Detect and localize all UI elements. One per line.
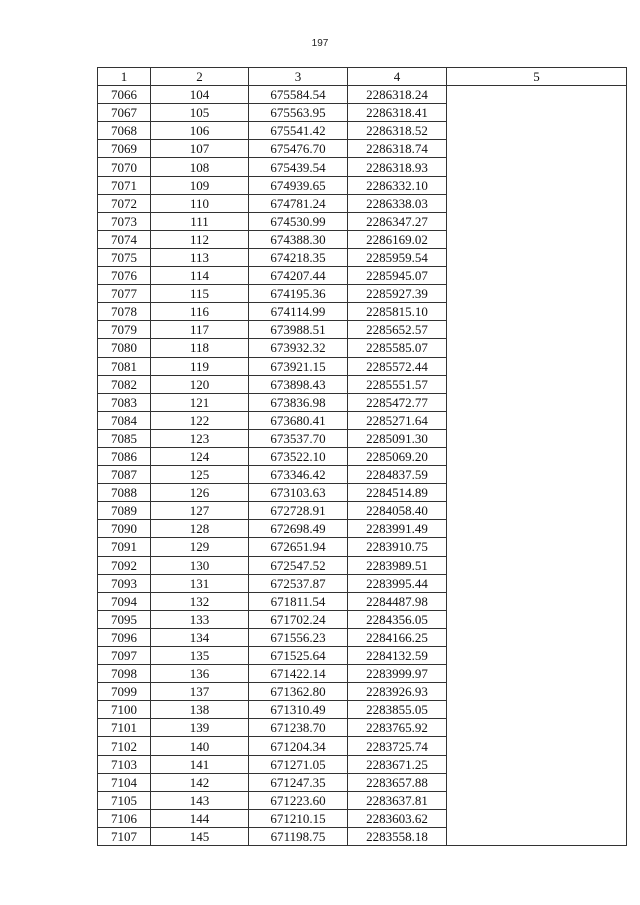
table-cell-col1: 7088 [98,484,151,502]
table-cell-col1: 7089 [98,502,151,520]
table-cell-col3: 671422.14 [249,665,348,683]
table-cell-col1: 7086 [98,447,151,465]
table-cell-col4: 2284166.25 [348,628,447,646]
table-cell-col4: 2283671.25 [348,755,447,773]
table-cell-col1: 7074 [98,230,151,248]
table-cell-col2: 106 [151,122,249,140]
table-cell-col3: 673522.10 [249,447,348,465]
table-cell-col4: 2285069.20 [348,447,447,465]
coordinates-table [97,67,627,846]
table-cell-col3: 672698.49 [249,520,348,538]
table-cell-col2: 113 [151,248,249,266]
table-cell-col4: 2285945.07 [348,267,447,285]
table-cell-col4: 2283991.49 [348,520,447,538]
table-cell-col3: 671811.54 [249,592,348,610]
table-cell-col2: 116 [151,303,249,321]
table-cell-col1: 7102 [98,737,151,755]
column-header-4: 4 [348,68,447,86]
table-cell-col2: 119 [151,357,249,375]
table-cell-col4: 2283995.44 [348,574,447,592]
table-cell-col1: 7073 [98,212,151,230]
table-cell-col1: 7099 [98,683,151,701]
table-cell-col1: 7079 [98,321,151,339]
column-header-2: 2 [151,68,249,86]
table-cell-col2: 109 [151,176,249,194]
table-cell-col4: 2286318.74 [348,140,447,158]
table-cell-col4: 2283637.81 [348,791,447,809]
table-cell-col3: 674218.35 [249,248,348,266]
table-cell-col2: 145 [151,827,249,845]
table-cell-col3: 674388.30 [249,230,348,248]
table-cell-col2: 121 [151,393,249,411]
table-cell-col3: 671223.60 [249,791,348,809]
table-cell-col2: 120 [151,375,249,393]
table-cell-col1: 7077 [98,285,151,303]
table-cell-col4: 2284356.05 [348,610,447,628]
table-cell-col4: 2283926.93 [348,683,447,701]
table-cell-col1: 7084 [98,411,151,429]
table-cell-col3: 671702.24 [249,610,348,628]
table-cell-col2: 118 [151,339,249,357]
table-cell-col2: 110 [151,194,249,212]
table-cell-col1: 7080 [98,339,151,357]
table-cell-col3: 675541.42 [249,122,348,140]
table-cell-col2: 107 [151,140,249,158]
table-cell-col4: 2286338.03 [348,194,447,212]
table-cell-col1: 7097 [98,647,151,665]
table-cell-col1: 7076 [98,267,151,285]
table-cell-col5-empty [447,86,627,846]
table-cell-col3: 671556.23 [249,628,348,646]
table-cell-col4: 2285091.30 [348,429,447,447]
table-cell-col2: 143 [151,791,249,809]
table-cell-col2: 115 [151,285,249,303]
table-cell-col3: 675584.54 [249,86,348,104]
table-cell-col3: 673680.41 [249,411,348,429]
table-cell-col2: 130 [151,556,249,574]
table-cell-col1: 7070 [98,158,151,176]
table-cell-col4: 2285472.77 [348,393,447,411]
table-cell-col1: 7105 [98,791,151,809]
table-cell-col2: 135 [151,647,249,665]
table-cell-col3: 672651.94 [249,538,348,556]
table-cell-col2: 111 [151,212,249,230]
table-cell-col2: 142 [151,773,249,791]
table-cell-col2: 129 [151,538,249,556]
table-cell-col1: 7106 [98,809,151,827]
table-cell-col3: 674195.36 [249,285,348,303]
table-cell-col1: 7091 [98,538,151,556]
table-cell-col4: 2285585.07 [348,339,447,357]
table-cell-col2: 125 [151,466,249,484]
table-cell-col1: 7096 [98,628,151,646]
table-cell-col2: 139 [151,719,249,737]
table-cell-col4: 2283989.51 [348,556,447,574]
table-cell-col4: 2286318.41 [348,104,447,122]
table-cell-col4: 2283910.75 [348,538,447,556]
table-cell-col3: 673537.70 [249,429,348,447]
table-cell-col2: 134 [151,628,249,646]
table-cell-col4: 2286347.27 [348,212,447,230]
table-cell-col3: 674530.99 [249,212,348,230]
table-cell-col4: 2285959.54 [348,248,447,266]
table-cell-col4: 2285551.57 [348,375,447,393]
table-cell-col3: 671362.80 [249,683,348,701]
table-cell-col4: 2285815.10 [348,303,447,321]
table-cell-col1: 7107 [98,827,151,845]
column-header-1: 1 [98,68,151,86]
table-body [98,86,627,846]
table-cell-col3: 671310.49 [249,701,348,719]
table-cell-col4: 2284058.40 [348,502,447,520]
table-cell-col3: 671210.15 [249,809,348,827]
table-cell-col1: 7104 [98,773,151,791]
table-cell-col3: 671525.64 [249,647,348,665]
table-cell-col1: 7085 [98,429,151,447]
table-cell-col2: 105 [151,104,249,122]
table-cell-col1: 7075 [98,248,151,266]
table-cell-col3: 671238.70 [249,719,348,737]
table-cell-col3: 673346.42 [249,466,348,484]
header-row [98,68,627,86]
table-cell-col2: 141 [151,755,249,773]
table-cell-col2: 131 [151,574,249,592]
table-cell-col2: 126 [151,484,249,502]
table-cell-col3: 673898.43 [249,375,348,393]
table-cell-col4: 2283558.18 [348,827,447,845]
table-cell-col4: 2283999.97 [348,665,447,683]
table-cell-col3: 673836.98 [249,393,348,411]
table-cell-col1: 7082 [98,375,151,393]
table-cell-col2: 117 [151,321,249,339]
table-cell-col2: 108 [151,158,249,176]
table-cell-col1: 7083 [98,393,151,411]
table-cell-col1: 7095 [98,610,151,628]
table-cell-col3: 671247.35 [249,773,348,791]
table-cell-col2: 132 [151,592,249,610]
table-cell-col4: 2283855.05 [348,701,447,719]
table-cell-col4: 2286332.10 [348,176,447,194]
table-cell-col2: 133 [151,610,249,628]
table-cell-col4: 2286318.93 [348,158,447,176]
table-cell-col3: 672537.87 [249,574,348,592]
table-cell-col3: 673103.63 [249,484,348,502]
table-cell-col1: 7071 [98,176,151,194]
table-row [98,86,627,104]
table-cell-col4: 2286169.02 [348,230,447,248]
table-cell-col3: 675439.54 [249,158,348,176]
table-cell-col1: 7100 [98,701,151,719]
table-cell-col2: 123 [151,429,249,447]
table-cell-col2: 124 [151,447,249,465]
table-cell-col4: 2285271.64 [348,411,447,429]
table-cell-col1: 7103 [98,755,151,773]
table-cell-col4: 2285927.39 [348,285,447,303]
table-cell-col1: 7087 [98,466,151,484]
table-cell-col4: 2286318.24 [348,86,447,104]
table-cell-col1: 7072 [98,194,151,212]
table-cell-col4: 2283765.92 [348,719,447,737]
table-cell-col1: 7090 [98,520,151,538]
table-cell-col1: 7069 [98,140,151,158]
page-number: 197 [311,38,329,49]
table-cell-col2: 104 [151,86,249,104]
table-cell-col4: 2283725.74 [348,737,447,755]
table-cell-col1: 7068 [98,122,151,140]
table-cell-col1: 7094 [98,592,151,610]
table-cell-col2: 137 [151,683,249,701]
table-cell-col3: 673932.32 [249,339,348,357]
table-cell-col4: 2284132.59 [348,647,447,665]
table-cell-col1: 7092 [98,556,151,574]
table-cell-col3: 674114.99 [249,303,348,321]
table-cell-col3: 672547.52 [249,556,348,574]
table-cell-col4: 2283657.88 [348,773,447,791]
table-cell-col3: 671198.75 [249,827,348,845]
table-cell-col2: 122 [151,411,249,429]
table-cell-col2: 112 [151,230,249,248]
column-header-5: 5 [447,68,627,86]
table-cell-col4: 2284487.98 [348,592,447,610]
table-cell-col2: 144 [151,809,249,827]
table-cell-col3: 672728.91 [249,502,348,520]
table-cell-col3: 673921.15 [249,357,348,375]
table-cell-col4: 2283603.62 [348,809,447,827]
table-cell-col1: 7101 [98,719,151,737]
table-cell-col1: 7067 [98,104,151,122]
table-cell-col3: 671204.34 [249,737,348,755]
table-cell-col3: 674207.44 [249,267,348,285]
table-cell-col3: 674781.24 [249,194,348,212]
column-header-3: 3 [249,68,348,86]
table-cell-col1: 7093 [98,574,151,592]
table-cell-col2: 127 [151,502,249,520]
table-cell-col4: 2285572.44 [348,357,447,375]
table-cell-col3: 675476.70 [249,140,348,158]
table-cell-col2: 114 [151,267,249,285]
table-cell-col2: 128 [151,520,249,538]
table-cell-col4: 2285652.57 [348,321,447,339]
table-cell-col1: 7081 [98,357,151,375]
table-cell-col3: 671271.05 [249,755,348,773]
table-cell-col2: 136 [151,665,249,683]
table-cell-col4: 2284514.89 [348,484,447,502]
table-cell-col3: 675563.95 [249,104,348,122]
table-cell-col1: 7066 [98,86,151,104]
table-cell-col4: 2286318.52 [348,122,447,140]
table-cell-col2: 138 [151,701,249,719]
table-cell-col3: 674939.65 [249,176,348,194]
table-cell-col3: 673988.51 [249,321,348,339]
table-cell-col1: 7078 [98,303,151,321]
table-cell-col1: 7098 [98,665,151,683]
table-cell-col2: 140 [151,737,249,755]
table-header [98,68,627,86]
table-cell-col4: 2284837.59 [348,466,447,484]
